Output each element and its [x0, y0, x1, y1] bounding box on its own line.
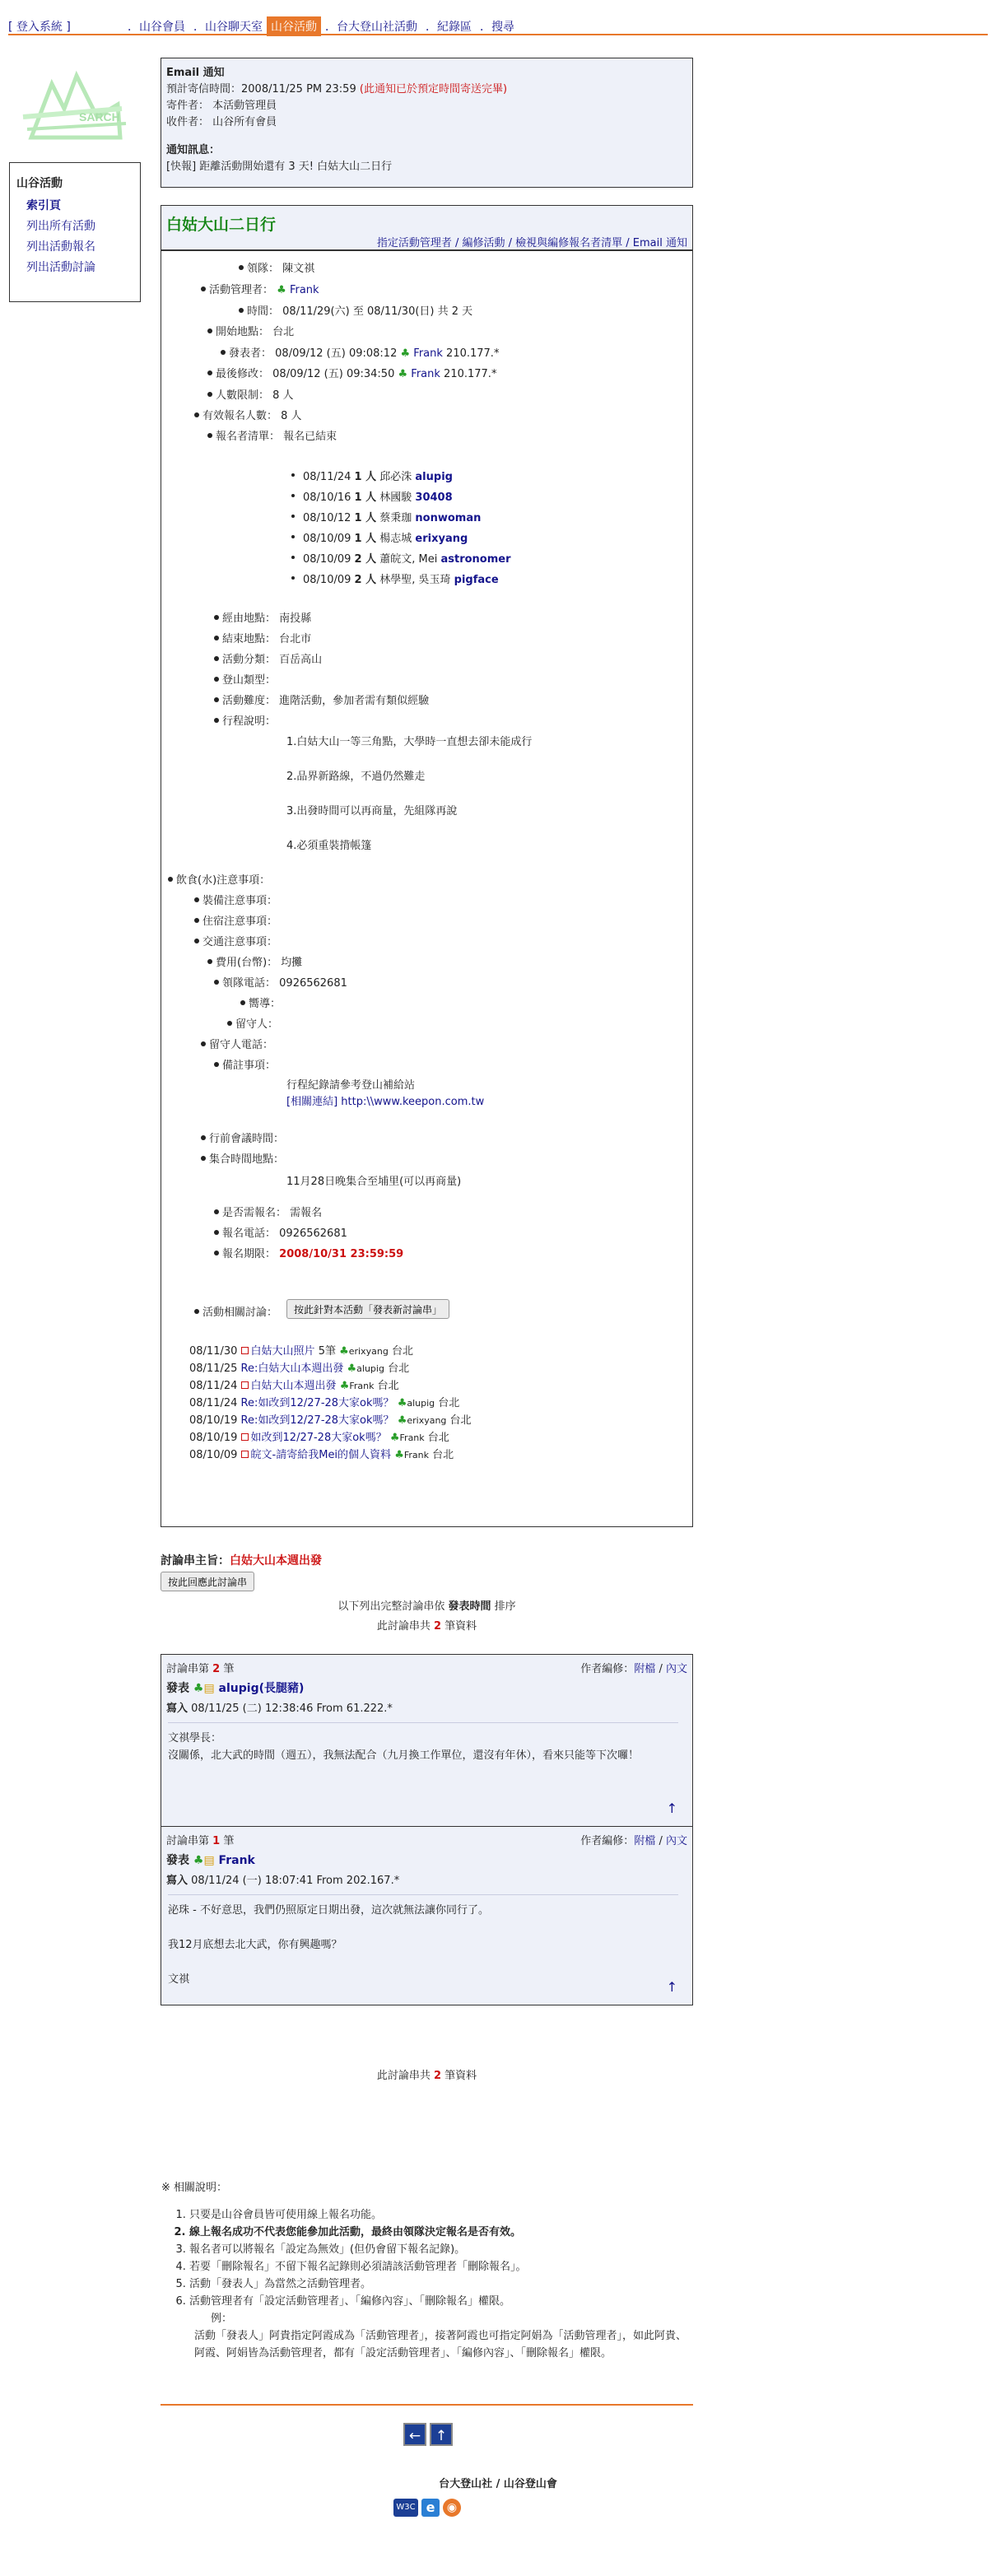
- registrant-user-link[interactable]: astronomer: [440, 553, 511, 566]
- sidebar-item-registrations[interactable]: 列出活動報名: [26, 240, 95, 254]
- note-item: 4. 若要「刪除報名」不留下報名記錄則必須請該活動管理者「刪除報名」。: [189, 2258, 691, 2276]
- note-example: 活動「發表人」阿貴指定阿霞成為「活動管理者」，接著阿霞也可指定阿娟為「活動管理者」，如此阿貴、阿霞、阿娟皆為活動管理者，都有「設定活動管理者」、「編修內容」、「刪除報名」權限。: [194, 2330, 687, 2359]
- clover-icon: ♣: [398, 368, 408, 380]
- thread-box-icon: [241, 1433, 249, 1441]
- limit-row: 人數限制： 8 人: [216, 389, 294, 402]
- sidebar-title: 山谷活動: [16, 177, 63, 190]
- clover-icon: ♣: [339, 1380, 350, 1392]
- back-arrow-icon[interactable]: ←: [403, 2423, 426, 2446]
- thread-row: 08/10/19 如改到12/27-28大家ok嗎？ ♣Frank 台北: [189, 1432, 449, 1444]
- scroll-top-icon[interactable]: ↑: [666, 1979, 677, 1995]
- category-row: 活動分類： 百岳高山: [222, 654, 323, 666]
- post-edit-links: 作者編修：附檔 / 內文: [580, 1835, 687, 1847]
- site-logo[interactable]: [15, 59, 130, 150]
- thread-row: 08/11/24 白姑大山本週出發 ♣Frank 台北: [189, 1380, 399, 1392]
- attach-link[interactable]: 附檔: [634, 1663, 656, 1675]
- clover-icon: ♣: [400, 347, 411, 360]
- thread-row: 08/11/30 白姑大山照片 5筆 ♣erixyang 台北: [189, 1345, 413, 1358]
- notes-section: [161, 2179, 691, 2362]
- clover-icon: ♣: [277, 284, 286, 296]
- note-item: 2. 線上報名成功不代表您能參加此活動，最終由領隊決定報名是否有效。: [189, 2224, 691, 2241]
- email-title: Email 通知: [166, 67, 225, 79]
- note-item: 5. 活動「發表人」為當然之活動管理者。: [189, 2276, 691, 2293]
- clover-icon: ♣: [193, 1854, 204, 1867]
- edit-link[interactable]: 內文: [665, 1835, 687, 1847]
- total-note-bottom: 此討論串共 2 筆資料: [376, 2070, 477, 2082]
- new-thread-button[interactable]: 按此針對本活動「發表新討論串」: [286, 1299, 449, 1319]
- nav-chatroom[interactable]: ．山谷聊天室: [193, 21, 263, 34]
- author-link[interactable]: Frank: [218, 1854, 255, 1867]
- ie-icon[interactable]: e: [421, 2499, 440, 2517]
- clover-icon: ♣: [389, 1432, 400, 1444]
- valid-row: 有效報名人數： 8 人: [202, 410, 302, 422]
- activity-actions[interactable]: 指定活動管理者 / 編修活動 / 檢視與編修報名者清單 / Email 通知: [376, 237, 687, 249]
- post-body: 泌珠 - 不好意思，我們仍照原定日期出發，這次就無法讓你同行了。 我12月底想去北大武，你有興趣嗎？ 文祺: [168, 1894, 678, 1988]
- thread-row: 08/10/09 皖文-請寄給我Mei的個人資料 ♣Frank 台北: [189, 1449, 454, 1461]
- notes-title: ※ 相關說明：: [161, 2182, 228, 2194]
- edit-link[interactable]: 內文: [665, 1663, 687, 1675]
- posted-row: 發表者： 08/09/12 (五) 09:08:12 ♣ Frank 210.177.*: [229, 347, 500, 360]
- clover-icon: ♣: [339, 1345, 349, 1358]
- login-link[interactable]: [ 登入系統 ]: [8, 21, 71, 34]
- thread-link[interactable]: 白姑大山照片: [250, 1345, 315, 1358]
- sidebar-item-discussions[interactable]: 列出活動討論: [26, 261, 95, 274]
- registrant-row: 08/11/24 1 人 邱必洙 alupig: [303, 471, 453, 483]
- registrant-user-link[interactable]: alupig: [415, 471, 453, 483]
- email-content-label: 通知訊息：: [166, 144, 221, 156]
- registrant-row: 08/10/09 2 人 蕭皖文, Mei astronomer: [303, 553, 511, 566]
- post-number: 討論串第 2 筆: [166, 1663, 235, 1675]
- clover-icon: ♣: [394, 1449, 404, 1461]
- note-item: 3. 報名者可以將報名「設定為無效」(但仍會留下報名記錄)。: [189, 2241, 691, 2258]
- leader-row: 領隊： 陳文祺: [247, 263, 315, 275]
- post-body: 文祺學長： 沒關係，北大武的時間（週五），我無法配合（九月換工作單位，還沒有年休），看來只能等下次囉！: [168, 1722, 678, 1764]
- itinerary-line: 3.出發時間可以再商量，先組隊再說: [286, 805, 458, 818]
- transport-row: 交通注意事項：: [202, 936, 278, 948]
- guide-row: 嚮導：: [249, 998, 282, 1010]
- author-link[interactable]: alupig(長腿豬): [218, 1682, 305, 1695]
- nav-records[interactable]: ．紀錄區: [426, 21, 472, 34]
- firefox-icon[interactable]: ◉: [443, 2499, 461, 2517]
- post-author: 發表 ♣▤ Frank: [166, 1854, 255, 1867]
- sidebar: [9, 162, 141, 302]
- email-schedule: 預計寄信時間：2008/11/25 PM 23:59 (此通知已於預定時間寄送完畢): [166, 83, 508, 95]
- sidebar-item-index[interactable]: 索引頁: [26, 199, 61, 212]
- start-row: 開始地點： 台北: [216, 326, 295, 338]
- need-reg-row: 是否需報名： 需報名: [222, 1207, 323, 1219]
- logo-text: SARCH: [79, 110, 120, 123]
- note-item: 1. 只要是山谷會員皆可使用線上報名功能。: [189, 2206, 691, 2224]
- manager-row: 活動管理者： ♣ Frank: [209, 284, 319, 296]
- post-edit-links: 作者編修：附檔 / 內文: [580, 1663, 687, 1675]
- activity-title: 白姑大山二日行: [166, 216, 277, 234]
- thread-box-icon: [241, 1381, 249, 1389]
- gear-row: 裝備注意事項：: [202, 895, 278, 907]
- note-example-label: 例：: [211, 2313, 233, 2325]
- difficulty-row: 活動難度： 進階活動，參加者需有類似經驗: [222, 695, 430, 707]
- note-item: 6. 活動管理者有「設定活動管理者」、「編修內容」、「刪除報名」權限。: [189, 2293, 691, 2310]
- thread-link[interactable]: Re:如改到12/27-28大家ok嗎？: [240, 1414, 394, 1427]
- thread-row: 08/11/25 Re:白姑大山本週出發 ♣alupig 台北: [189, 1363, 410, 1375]
- itinerary-label: 行程說明：: [222, 715, 277, 728]
- itinerary-line: 2.品界新路線，不過仍然難走: [286, 771, 426, 783]
- registrant-user-link[interactable]: 30408: [415, 491, 453, 504]
- remarks-text: 行程紀錄請參考登山補給站: [286, 1079, 416, 1092]
- thread-link[interactable]: 如改到12/27-28大家ok嗎？: [250, 1432, 387, 1444]
- post-item: [161, 1654, 693, 1827]
- footer-divider: [161, 2404, 693, 2406]
- thread-link[interactable]: Re:白姑大山本週出發: [240, 1363, 344, 1375]
- nav-ntu-club[interactable]: ．台大登山社活動: [325, 21, 417, 34]
- premeeting-row: 行前會議時間：: [209, 1133, 285, 1145]
- sidebar-item-all-activities[interactable]: 列出所有活動: [26, 220, 95, 233]
- registrant-row: 08/10/09 1 人 楊志城 erixyang: [303, 533, 468, 545]
- post-write-time: 寫入 08/11/25 (二) 12:38:46 From 61.222.*: [166, 1703, 393, 1715]
- up-arrow-icon[interactable]: ↑: [430, 2423, 453, 2446]
- via-row: 經由地點： 南投縣: [222, 613, 312, 625]
- email-notice: [161, 58, 693, 188]
- thread-box-icon: [241, 1451, 249, 1458]
- keeper-row: 留守人：: [235, 1018, 279, 1031]
- thread-box-icon: [241, 1347, 249, 1354]
- total-note: 此討論串共 2 筆資料: [376, 1620, 477, 1633]
- post-author: 發表 ♣▤ alupig(長腿豬): [166, 1682, 305, 1695]
- mtype-row: 登山類型：: [222, 674, 277, 687]
- post-number: 討論串第 1 筆: [166, 1835, 235, 1847]
- end-row: 結束地點： 台北市: [222, 633, 312, 645]
- activity-panel: [161, 205, 693, 1527]
- list-row: 報名者清單： 報名已結束: [216, 431, 337, 443]
- remarks-label: 備註事項：: [222, 1060, 277, 1072]
- footer-org: 台大登山社 / 山谷登山會: [439, 2478, 557, 2490]
- topic-row: 討論串主旨：白姑大山本週出發: [161, 1554, 322, 1567]
- remarks-link-row: [286, 1092, 484, 1108]
- registrant-row: 08/10/12 1 人 蔡秉珈 nonwoman: [303, 512, 482, 524]
- post-write-time: 寫入 08/11/24 (一) 18:07:41 From 202.167.*: [166, 1875, 400, 1887]
- modified-user-link[interactable]: Frank: [411, 368, 440, 380]
- w3c-icon[interactable]: W3C: [393, 2499, 418, 2517]
- related-link[interactable]: http:\\www.keepon.com.tw: [341, 1096, 485, 1108]
- registrant-user-link[interactable]: erixyang: [415, 533, 468, 545]
- deadline-row: 報名期限： 2008/10/31 23:59:59: [222, 1248, 404, 1260]
- nav-members[interactable]: ．山谷會員: [128, 21, 185, 34]
- gather-text: 11月28日晚集合至埔里(可以再商量): [286, 1176, 462, 1188]
- clover-icon: ♣: [193, 1682, 204, 1695]
- email-sender: 寄件者： 本活動管理員: [166, 100, 277, 112]
- main-nav: [123, 16, 519, 36]
- clover-icon: ♣: [397, 1397, 407, 1409]
- thread-link[interactable]: Re:如改到12/27-28大家ok嗎？: [240, 1397, 394, 1409]
- clover-icon: ♣: [347, 1363, 357, 1375]
- thread-link[interactable]: 白姑大山本週出發: [250, 1380, 337, 1392]
- registrant-user-link[interactable]: nonwoman: [415, 512, 482, 524]
- registrant-user-link[interactable]: pigface: [454, 574, 499, 586]
- post-item: [161, 1826, 693, 2005]
- email-recipient: 收件者： 山谷所有會員: [166, 116, 277, 128]
- related-link-label[interactable]: [相關連結]: [286, 1096, 338, 1108]
- time-row: 時間： 08/11/29(六) 至 08/11/30(日) 共 2 天: [247, 305, 473, 318]
- thread-row: 08/10/19 Re:如改到12/27-28大家ok嗎？ ♣erixyang 台北: [189, 1414, 472, 1427]
- reply-button[interactable]: 按此回應此討論串: [161, 1572, 254, 1591]
- manager-link[interactable]: Frank: [289, 284, 319, 296]
- clover-icon: ♣: [397, 1414, 407, 1427]
- registrant-row: 08/10/16 1 人 林國駿 30408: [303, 491, 453, 504]
- sort-note: 以下列出完整討論串依 發表時間 排序: [337, 1600, 516, 1613]
- scroll-top-icon[interactable]: ↑: [666, 1800, 677, 1816]
- itinerary-line: 1.白姑大山一等三角點，大學時一直想去卻未能成行: [286, 736, 533, 748]
- posted-user-link[interactable]: Frank: [413, 347, 443, 360]
- thread-link[interactable]: 皖文-請寄給我Mei的個人資料: [250, 1449, 392, 1461]
- nav-activities[interactable]: 山谷活動: [267, 16, 321, 36]
- itinerary-line: 4.必須重裝揹帳篷: [286, 840, 372, 852]
- food-row: 飲食(水)注意事項：: [176, 874, 271, 887]
- lodging-row: 住宿注意事項：: [202, 915, 278, 928]
- attach-link[interactable]: 附檔: [634, 1835, 656, 1847]
- gather-label: 集合時間地點：: [209, 1153, 285, 1166]
- reg-phone-row: 報名電話： 0926562681: [222, 1227, 347, 1240]
- thread-row: 08/11/24 Re:如改到12/27-28大家ok嗎？ ♣alupig 台北: [189, 1397, 460, 1409]
- profile-icon: ▤: [203, 1854, 215, 1867]
- profile-icon: ▤: [203, 1682, 215, 1695]
- keeper-phone-row: 留守人電話：: [209, 1039, 274, 1051]
- registrant-row: 08/10/09 2 人 林學聖, 吳玉琦 pigface: [303, 574, 499, 586]
- leader-phone-row: 領隊電話： 0926562681: [222, 977, 347, 990]
- fee-row: 費用(台幣)： 均攤: [216, 957, 303, 969]
- email-content: [快報] 距離活動開始還有 3 天! 白姑大山二日行: [166, 161, 393, 173]
- discussion-label: 活動相關討論：: [202, 1307, 278, 1319]
- modified-row: 最後修改： 08/09/12 (五) 09:34:50 ♣ Frank 210.177.*: [216, 368, 497, 380]
- nav-search[interactable]: ．搜尋: [480, 21, 514, 34]
